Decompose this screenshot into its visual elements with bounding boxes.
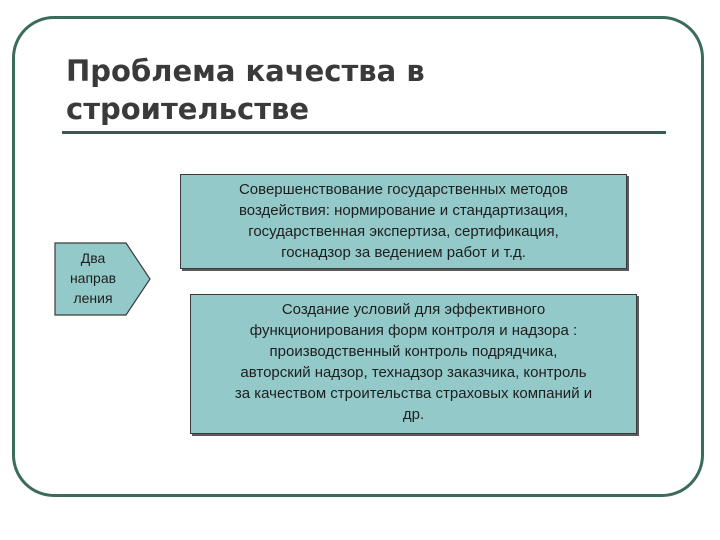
arrow-label-line-1: Два [80,250,106,266]
box1-line-2: воздействия: нормирование и стандартизация, [238,202,569,219]
box1-line-1: Совершенствование государственных методов [238,181,569,198]
box1-line-4: госнадзор за ведением работ и т.д. [281,244,526,261]
box2-line-5: за качеством строительства страховых компаний и [234,385,593,402]
title-line-1: Проблема качества в [66,54,425,88]
box2-line-1: Создание условий для эффективного [281,301,546,318]
title-divider [62,131,666,134]
box1-line-3: государственная экспертиза, сертификация, [248,223,559,240]
box2-line-6: др. [402,406,425,423]
title-line-2: строительстве [66,92,310,126]
arrow-label [54,248,132,308]
directions-arrow [54,242,152,316]
box2-line-4: авторский надзор, технадзор заказчика, контроль [240,364,587,381]
slide-title [66,52,666,128]
box2-line-3: производственный контроль подрядчика, [269,343,558,360]
arrow-label-line-2: направ [69,270,117,286]
direction-box-2 [190,294,637,434]
arrow-label-line-3: ления [73,290,113,306]
direction-box-1 [180,174,627,269]
box2-line-2: функционирования форм контроля и надзора : [249,322,578,339]
